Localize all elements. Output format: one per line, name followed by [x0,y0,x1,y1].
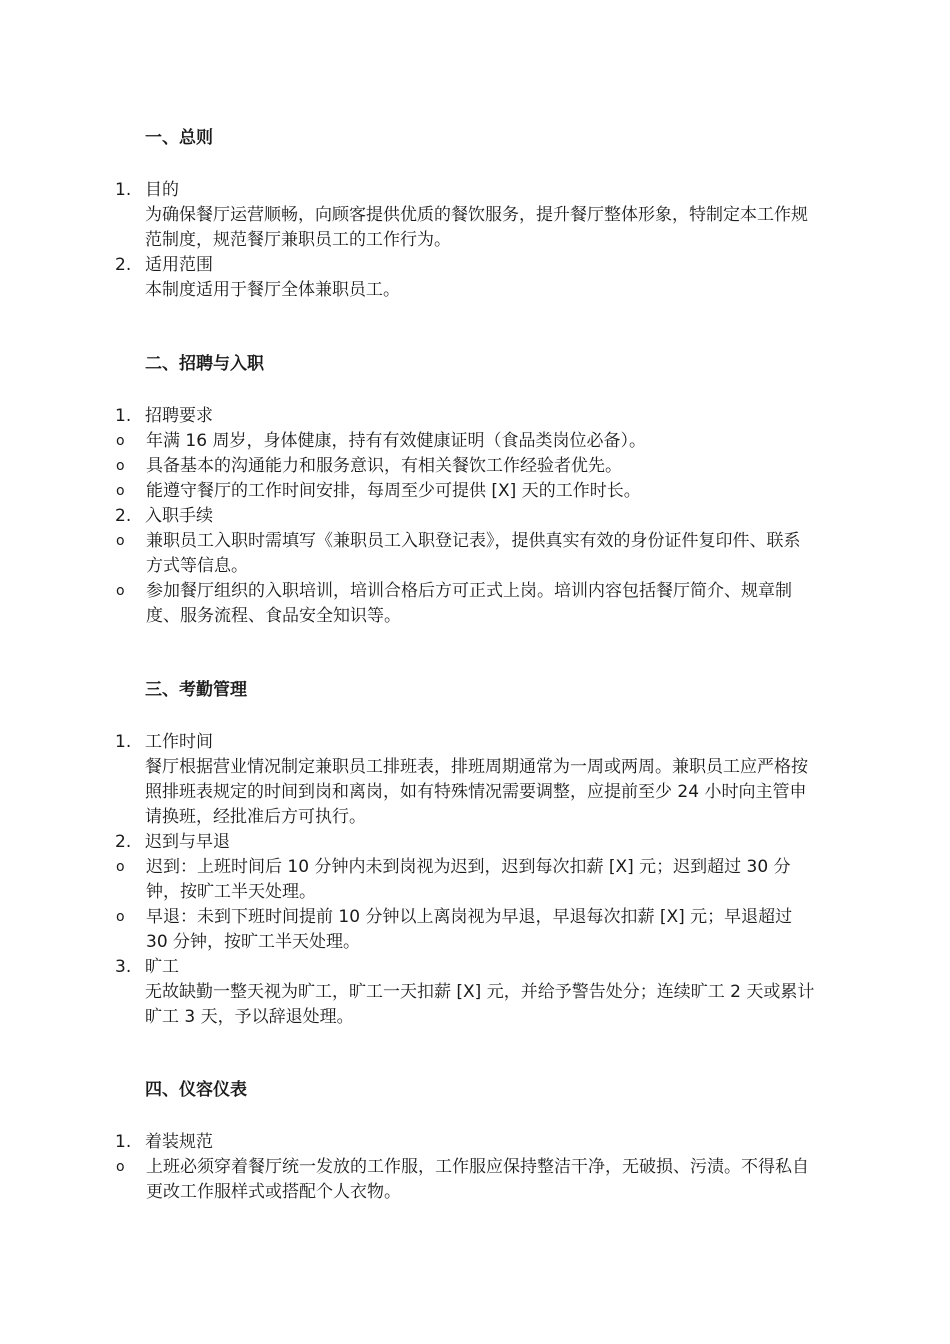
bullet-item [115,454,815,479]
section-heading-attendance: 三、考勤管理 [145,680,247,700]
item-label: 适用范围 [145,255,213,275]
bullet-marker: o [116,583,125,599]
item-label: 入职手续 [145,506,213,526]
item-number: 1. [115,732,132,752]
bullet-item [115,579,815,629]
bullet-marker: o [116,1159,125,1175]
bullet-item [115,855,815,905]
bullet-marker: o [116,533,125,549]
item-number: 2. [115,832,132,852]
item-paragraph: 餐厅根据营业情况制定兼职员工排班表，排班周期通常为一周或两周。兼职员工应严格按照排班表规定的时间到岗和离岗，如有特殊情况需要调整，应提前至少 24 小时向主管申请换班，经批准后方可执行。 [145,757,808,827]
list-item [115,955,815,980]
item-number: 3. [115,957,132,977]
item-number: 2. [115,255,132,275]
section-heading-general: 一、总则 [145,128,213,148]
bullet-marker: o [116,909,125,925]
bullet-item [115,479,815,504]
list-item [115,730,815,755]
list-item [115,504,815,529]
bullet-marker: o [116,458,125,474]
item-paragraph: 本制度适用于餐厅全体兼职员工。 [145,280,400,300]
bullet-item [115,1155,815,1205]
bullet-text: 参加餐厅组织的入职培训，培训合格后方可正式上岗。培训内容包括餐厅简介、规章制度、服务流程、食品安全知识等。 [146,581,792,626]
item-number: 1. [115,406,132,426]
bullet-text: 上班必须穿着餐厅统一发放的工作服，工作服应保持整洁干净，无破损、污渍。不得私自更改工作服样式或搭配个人衣物。 [146,1157,809,1202]
bullet-item [115,429,815,454]
item-number: 1. [115,180,132,200]
bullet-text: 迟到：上班时间后 10 分钟内未到岗视为迟到，迟到每次扣薪 [X] 元；迟到超过 30 分钟，按旷工半天处理。 [146,857,791,902]
item-label: 旷工 [145,957,179,977]
item-label: 目的 [145,180,179,200]
list-item [115,830,815,855]
item-label: 迟到与早退 [145,832,230,852]
section-heading-recruitment: 二、招聘与入职 [145,354,264,374]
bullet-marker: o [116,433,125,449]
bullet-text: 具备基本的沟通能力和服务意识，有相关餐饮工作经验者优先。 [146,456,622,476]
bullet-marker: o [116,859,125,875]
section-heading-appearance: 四、仪容仪表 [145,1080,247,1100]
list-item [115,178,815,203]
list-item [115,253,815,278]
bullet-text: 年满 16 周岁，身体健康，持有有效健康证明（食品类岗位必备）。 [146,431,646,451]
item-label: 招聘要求 [145,406,213,426]
item-number: 2. [115,506,132,526]
bullet-marker: o [116,483,125,499]
bullet-text: 能遵守餐厅的工作时间安排，每周至少可提供 [X] 天的工作时长。 [146,481,641,501]
list-item [115,1130,815,1155]
item-number: 1. [115,1132,132,1152]
bullet-item [115,529,815,579]
item-paragraph: 无故缺勤一整天视为旷工，旷工一天扣薪 [X] 元，并给予警告处分；连续旷工 2 天或累计旷工 3 天，予以辞退处理。 [145,982,815,1027]
item-label: 着装规范 [145,1132,213,1152]
list-item [115,404,815,429]
bullet-item [115,905,815,955]
item-label: 工作时间 [145,732,213,752]
item-paragraph: 为确保餐厅运营顺畅，向顾客提供优质的餐饮服务，提升餐厅整体形象，特制定本工作规范制度，规范餐厅兼职员工的工作行为。 [145,205,808,250]
bullet-text: 兼职员工入职时需填写《兼职员工入职登记表》，提供真实有效的身份证件复印件、联系方式等信息。 [146,531,801,576]
bullet-text: 早退：未到下班时间提前 10 分钟以上离岗视为早退，早退每次扣薪 [X] 元；早退超过 30 分钟，按旷工半天处理。 [146,907,793,952]
